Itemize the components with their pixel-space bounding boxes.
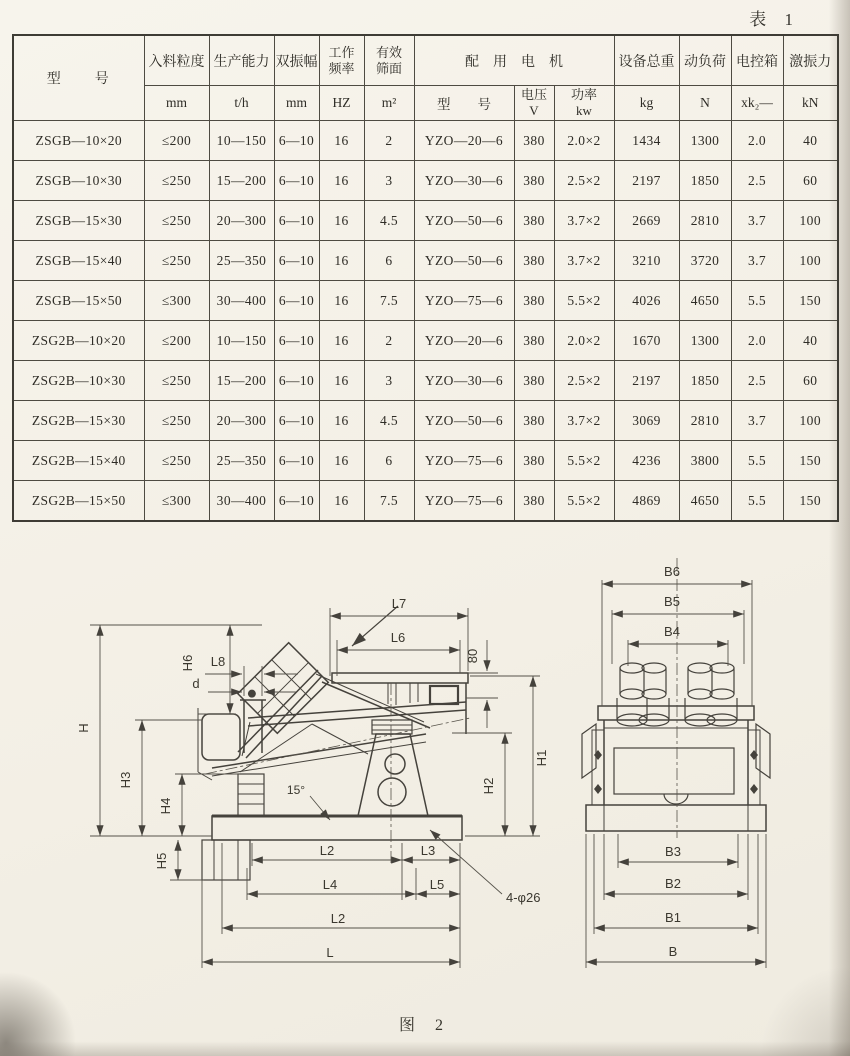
cell-dynamic-load: 1850 xyxy=(679,361,731,401)
cell-frequency: 16 xyxy=(319,481,364,522)
table-row xyxy=(13,441,838,481)
cell-control-box: 5.5 xyxy=(731,481,783,522)
cell-power: 2.5×2 xyxy=(554,361,614,401)
cell-model: ZSG2B—10×20 xyxy=(13,321,144,361)
cell-feed-size: ≤250 xyxy=(144,201,209,241)
cell-screen-area: 6 xyxy=(364,441,414,481)
dim-label-l8: L8 xyxy=(210,654,226,669)
cell-weight: 4869 xyxy=(614,481,679,522)
cell-control-box: 3.7 xyxy=(731,201,783,241)
cell-voltage: 380 xyxy=(514,201,554,241)
cell-weight: 4026 xyxy=(614,281,679,321)
cell-power: 2.5×2 xyxy=(554,161,614,201)
dim-label-h5: H5 xyxy=(154,852,169,870)
dim-label-b4: B4 xyxy=(664,624,680,639)
cell-frequency: 16 xyxy=(319,321,364,361)
table-row xyxy=(13,401,838,441)
cell-frequency: 16 xyxy=(319,201,364,241)
cell-dynamic-load: 3720 xyxy=(679,241,731,281)
dim-label-h4: H4 xyxy=(158,797,173,815)
cell-motor-model: YZO—75—6 xyxy=(414,441,514,481)
cell-excitation: 60 xyxy=(783,161,838,201)
cell-voltage: 380 xyxy=(514,161,554,201)
cell-screen-area: 7.5 xyxy=(364,281,414,321)
dim-label-l2-upper: L2 xyxy=(319,843,335,858)
cell-capacity: 25—350 xyxy=(209,241,274,281)
cell-excitation: 100 xyxy=(783,401,838,441)
cell-amplitude: 6—10 xyxy=(274,441,319,481)
table-row xyxy=(13,481,838,522)
dim-label-h6: H6 xyxy=(180,654,195,672)
cell-control-box: 3.7 xyxy=(731,241,783,281)
cell-weight: 1670 xyxy=(614,321,679,361)
cell-voltage: 380 xyxy=(514,241,554,281)
cell-weight: 1434 xyxy=(614,121,679,161)
col-header-screen-area xyxy=(364,35,414,86)
cell-motor-model: YZO—50—6 xyxy=(414,201,514,241)
cell-motor-model: YZO—30—6 xyxy=(414,161,514,201)
cell-dynamic-load: 2810 xyxy=(679,201,731,241)
cell-power: 3.7×2 xyxy=(554,201,614,241)
cell-capacity: 15—200 xyxy=(209,361,274,401)
unit-capacity: t/h xyxy=(209,86,274,121)
cell-model: ZSGB—15×50 xyxy=(13,281,144,321)
cell-frequency: 16 xyxy=(319,161,364,201)
dim-label-80: 80 xyxy=(465,648,480,664)
cell-feed-size: ≤250 xyxy=(144,241,209,281)
cell-amplitude: 6—10 xyxy=(274,361,319,401)
cell-amplitude: 6—10 xyxy=(274,121,319,161)
cell-power: 5.5×2 xyxy=(554,281,614,321)
cell-excitation: 100 xyxy=(783,241,838,281)
dim-label-b5: B5 xyxy=(664,594,680,609)
cell-control-box: 2.0 xyxy=(731,321,783,361)
figure-caption: 图 2 xyxy=(398,1017,451,1034)
cell-excitation: 60 xyxy=(783,361,838,401)
cell-feed-size: ≤300 xyxy=(144,281,209,321)
dim-label-l5: L5 xyxy=(429,877,445,892)
voltage-line1: 电压 xyxy=(520,87,547,103)
screen-area-line2: 筛面 xyxy=(375,60,402,76)
cell-model: ZSG2B—10×30 xyxy=(13,361,144,401)
cell-motor-model: YZO—30—6 xyxy=(414,361,514,401)
cell-excitation: 100 xyxy=(783,201,838,241)
table-body xyxy=(13,121,838,522)
dim-label-b1: B1 xyxy=(665,910,681,925)
unit-frequency: HZ xyxy=(319,86,364,121)
cell-screen-area: 3 xyxy=(364,361,414,401)
cell-screen-area: 2 xyxy=(364,121,414,161)
dim-label-l6: L6 xyxy=(390,630,406,645)
table-row xyxy=(13,281,838,321)
cell-screen-area: 3 xyxy=(364,161,414,201)
power-line2: kw xyxy=(576,103,592,118)
cell-capacity: 25—350 xyxy=(209,441,274,481)
spec-table xyxy=(12,34,839,522)
table-row xyxy=(13,321,838,361)
cell-screen-area: 2 xyxy=(364,321,414,361)
cell-amplitude: 6—10 xyxy=(274,401,319,441)
hole-callout-label: 4-φ26 xyxy=(506,890,541,905)
cell-motor-model: YZO—50—6 xyxy=(414,401,514,441)
unit-control-box: xk₂— xyxy=(731,86,783,121)
cell-weight: 2197 xyxy=(614,361,679,401)
dim-label-h1: H1 xyxy=(534,749,549,767)
table-header xyxy=(13,35,838,121)
cell-weight: 3069 xyxy=(614,401,679,441)
cell-power: 3.7×2 xyxy=(554,401,614,441)
cell-power: 2.0×2 xyxy=(554,321,614,361)
dim-label-h2: H2 xyxy=(481,777,496,795)
cell-amplitude: 6—10 xyxy=(274,321,319,361)
cell-amplitude: 6—10 xyxy=(274,161,319,201)
col-header-control-box: 电控箱 xyxy=(731,35,783,86)
dim-label-l7: L7 xyxy=(391,596,407,611)
cell-capacity: 20—300 xyxy=(209,401,274,441)
cell-motor-model: YZO—50—6 xyxy=(414,241,514,281)
dim-label-l2-lower: L2 xyxy=(330,911,346,926)
cell-excitation: 150 xyxy=(783,441,838,481)
col-header-frequency xyxy=(319,35,364,86)
side-view xyxy=(198,606,470,880)
dim-label-l3: L3 xyxy=(420,843,436,858)
cell-control-box: 3.7 xyxy=(731,401,783,441)
cell-power: 5.5×2 xyxy=(554,441,614,481)
cell-screen-area: 6 xyxy=(364,241,414,281)
cell-capacity: 10—150 xyxy=(209,321,274,361)
dim-label-h: H xyxy=(76,723,91,733)
unit-weight: kg xyxy=(614,86,679,121)
col-header-dynamic-load: 动负荷 xyxy=(679,35,731,86)
unit-amplitude: mm xyxy=(274,86,319,121)
cell-feed-size: ≤250 xyxy=(144,401,209,441)
dim-label-b6: B6 xyxy=(664,564,680,579)
col-header-power xyxy=(554,86,614,121)
cell-voltage: 380 xyxy=(514,121,554,161)
cell-control-box: 5.5 xyxy=(731,281,783,321)
col-header-model: 型 号 xyxy=(13,35,144,121)
cell-capacity: 30—400 xyxy=(209,481,274,522)
cell-model: ZSGB—15×40 xyxy=(13,241,144,281)
table-row xyxy=(13,361,838,401)
cell-voltage: 380 xyxy=(514,481,554,522)
cell-frequency: 16 xyxy=(319,241,364,281)
cell-excitation: 40 xyxy=(783,321,838,361)
cell-frequency: 16 xyxy=(319,401,364,441)
dim-label-h3: H3 xyxy=(118,771,133,789)
cell-frequency: 16 xyxy=(319,361,364,401)
dim-label-b3: B3 xyxy=(665,844,681,859)
col-header-voltage xyxy=(514,86,554,121)
cell-power: 5.5×2 xyxy=(554,481,614,522)
cell-model: ZSG2B—15×50 xyxy=(13,481,144,522)
dim-label-b2: B2 xyxy=(665,876,681,891)
cell-power: 3.7×2 xyxy=(554,241,614,281)
cell-frequency: 16 xyxy=(319,121,364,161)
cell-motor-model: YZO—75—6 xyxy=(414,481,514,522)
cell-screen-area: 7.5 xyxy=(364,481,414,522)
dim-label-l: L xyxy=(326,945,334,960)
cell-voltage: 380 xyxy=(514,401,554,441)
screen-area-line1: 有效 xyxy=(375,44,402,60)
cell-control-box: 2.5 xyxy=(731,161,783,201)
cell-amplitude: 6—10 xyxy=(274,481,319,522)
cell-weight: 3210 xyxy=(614,241,679,281)
cell-dynamic-load: 4650 xyxy=(679,481,731,522)
cell-control-box: 2.0 xyxy=(731,121,783,161)
dim-label-l4: L4 xyxy=(322,877,338,892)
cell-feed-size: ≤250 xyxy=(144,441,209,481)
col-header-amplitude: 双振幅 xyxy=(274,35,319,86)
power-line1: 功率 xyxy=(570,87,597,103)
cell-excitation: 150 xyxy=(783,481,838,522)
cell-feed-size: ≤300 xyxy=(144,481,209,522)
dim-label-d: d xyxy=(192,676,200,691)
cell-screen-area: 4.5 xyxy=(364,201,414,241)
cell-weight: 2197 xyxy=(614,161,679,201)
cell-weight: 2669 xyxy=(614,201,679,241)
cell-feed-size: ≤200 xyxy=(144,321,209,361)
table-row xyxy=(13,241,838,281)
cell-motor-model: YZO—20—6 xyxy=(414,121,514,161)
table-row xyxy=(13,201,838,241)
cell-frequency: 16 xyxy=(319,441,364,481)
cell-feed-size: ≤200 xyxy=(144,121,209,161)
cell-weight: 4236 xyxy=(614,441,679,481)
unit-feed-size: mm xyxy=(144,86,209,121)
table-caption: 表 1 xyxy=(749,10,800,29)
cell-capacity: 20—300 xyxy=(209,201,274,241)
unit-excitation: kN xyxy=(783,86,838,121)
cell-capacity: 10—150 xyxy=(209,121,274,161)
cell-dynamic-load: 1850 xyxy=(679,161,731,201)
cell-voltage: 380 xyxy=(514,441,554,481)
cell-amplitude: 6—10 xyxy=(274,281,319,321)
cell-excitation: 40 xyxy=(783,121,838,161)
col-header-motor-model: 型 号 xyxy=(414,86,514,121)
frequency-line2: 频率 xyxy=(328,60,355,76)
unit-dynamic-load: N xyxy=(679,86,731,121)
dim-label-b: B xyxy=(668,944,678,959)
cell-model: ZSGB—10×30 xyxy=(13,161,144,201)
col-header-capacity: 生产能力 xyxy=(209,35,274,86)
cell-dynamic-load: 1300 xyxy=(679,121,731,161)
cell-excitation: 150 xyxy=(783,281,838,321)
cell-motor-model: YZO—20—6 xyxy=(414,321,514,361)
col-header-feed-size: 入料粒度 xyxy=(144,35,209,86)
cell-dynamic-load: 2810 xyxy=(679,401,731,441)
cell-voltage: 380 xyxy=(514,321,554,361)
cell-amplitude: 6—10 xyxy=(274,201,319,241)
col-header-excitation: 激振力 xyxy=(783,35,838,86)
table-row xyxy=(13,161,838,201)
cell-voltage: 380 xyxy=(514,361,554,401)
figure-2-drawing xyxy=(0,528,850,1008)
cell-model: ZSG2B—15×40 xyxy=(13,441,144,481)
cell-control-box: 5.5 xyxy=(731,441,783,481)
voltage-line2: V xyxy=(529,103,539,118)
cell-feed-size: ≤250 xyxy=(144,161,209,201)
cell-frequency: 16 xyxy=(319,281,364,321)
cell-dynamic-load: 4650 xyxy=(679,281,731,321)
cell-screen-area: 4.5 xyxy=(364,401,414,441)
cell-model: ZSGB—10×20 xyxy=(13,121,144,161)
cell-dynamic-load: 3800 xyxy=(679,441,731,481)
cell-control-box: 2.5 xyxy=(731,361,783,401)
col-header-weight: 设备总重 xyxy=(614,35,679,86)
cell-model: ZSG2B—15×30 xyxy=(13,401,144,441)
cell-capacity: 15—200 xyxy=(209,161,274,201)
cell-capacity: 30—400 xyxy=(209,281,274,321)
cell-voltage: 380 xyxy=(514,281,554,321)
cell-model: ZSGB—15×30 xyxy=(13,201,144,241)
table-row xyxy=(13,121,838,161)
cell-power: 2.0×2 xyxy=(554,121,614,161)
unit-screen-area: m² xyxy=(364,86,414,121)
cell-amplitude: 6—10 xyxy=(274,241,319,281)
cell-dynamic-load: 1300 xyxy=(679,321,731,361)
cell-motor-model: YZO—75—6 xyxy=(414,281,514,321)
cell-feed-size: ≤250 xyxy=(144,361,209,401)
angle-label: 15° xyxy=(286,783,306,797)
col-header-motor-group: 配 用 电 机 xyxy=(414,35,614,86)
frequency-line1: 工作 xyxy=(328,44,355,60)
